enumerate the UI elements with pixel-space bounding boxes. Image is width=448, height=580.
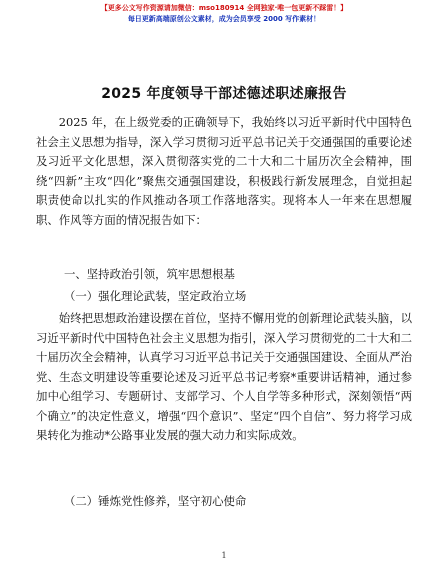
intro-paragraph: 2025 年，在上级党委的正确领导下，我始终以习近平新时代中国特色社会主义思想为指导，深入学习贯彻习近平总书记关于交通强国的重要论述及习近平文化思想，深入贯彻落实党的二十大和二十届历次全会精神，围绕“四新”主攻“四化”聚焦交通强国建设，积极践行新发展理念，自觉担起职责使命以扎实的作风推动各项工作落地落实。现将本人一年来在思想履职、作风等方面的情况报告如下： [36, 115, 412, 227]
promo-banner-line2: 每日更新高端原创公文素材，成为会员享受 2000 写作素材！ [127, 15, 321, 23]
section-heading-1: 一、坚持政治引领，筑牢思想根基 [64, 267, 235, 281]
subsection-1-body-block [36, 309, 412, 446]
page-number: 1 [221, 551, 227, 560]
intro-paragraph-block [36, 113, 412, 230]
subsection-heading-2: （二）锤炼党性修养，坚守初心使命 [64, 494, 247, 508]
subsection-1-paragraph: 始终把思想政治建设摆在首位，坚持不懈用党的创新理论武装头脑，以习近平新时代中国特色社会主义思想为指引，深入学习贯彻党的二十大和二十届历次全会精神，认真学习习近平总书记关于交通强国建设、全面从严治党、生态文明建设等重要论述及习近平总书记考察*重要讲话精神，通过参加中心组学习、专题研讨、支部学习、个人自学等多种形式，深刻领悟“两个确立”的决定性意义，增强“四个意识”、坚定“四个自信”、努力将学习成果转化为推动*公路事业发展的强大动力和实际成效。 [36, 311, 412, 442]
promo-banner-line1: 【更多公文写作资源请加微信：mso180914 全网独家·唯一包更新不踩雷！】 [100, 4, 348, 12]
subsection-heading-1: （一）强化理论武装，坚定政治立场 [64, 289, 247, 303]
document-title: 2025 年度领导干部述德述职述廉报告 [101, 86, 347, 102]
